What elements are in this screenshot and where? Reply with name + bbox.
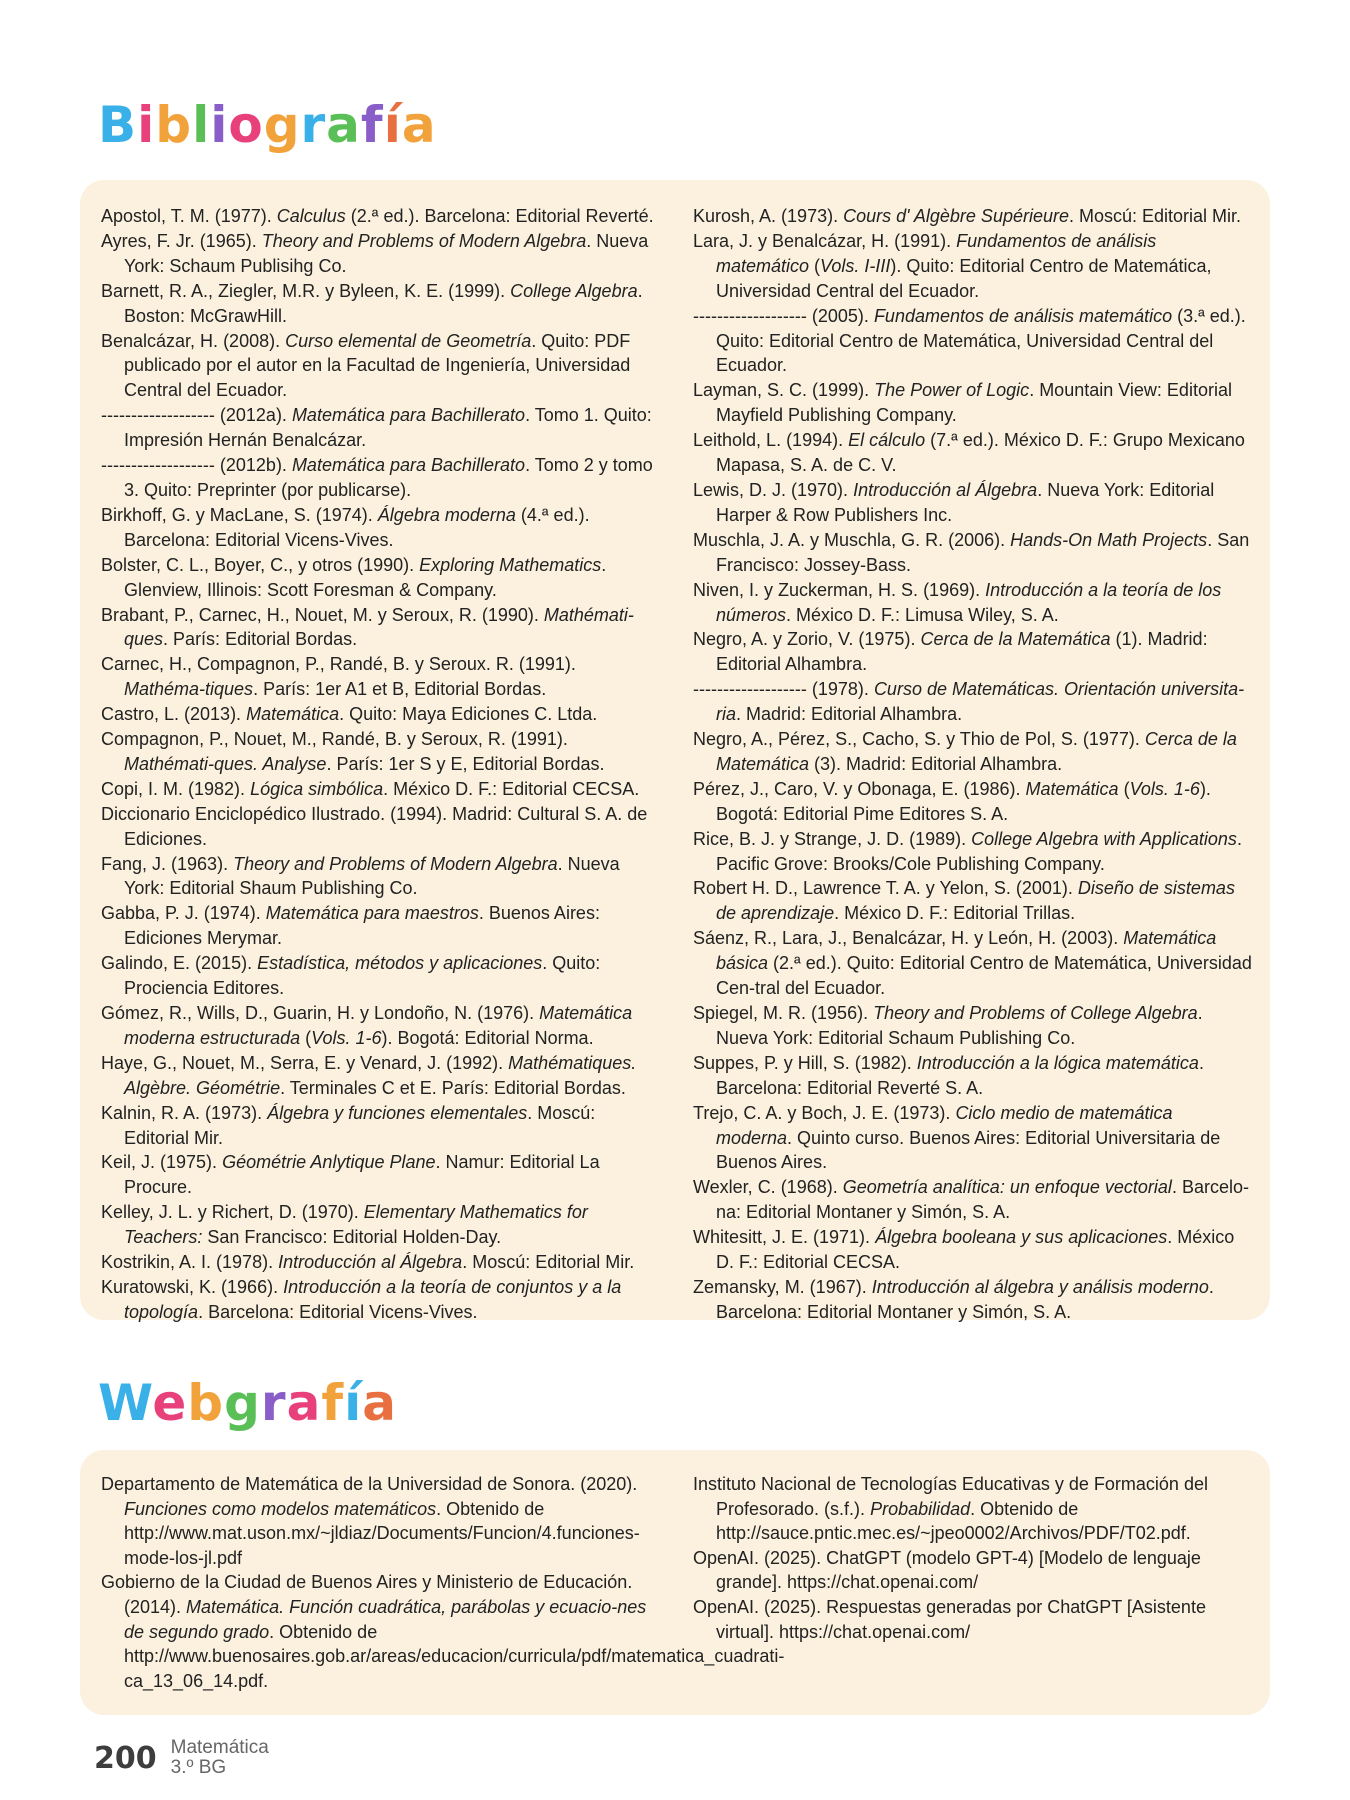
reference-entry: OpenAI. (2025). Respuestas generadas por ChatGPT [Asistente virtual]. https://chat.openai.com/: [693, 1596, 1206, 1642]
bibliography-left-column: [101, 204, 661, 1325]
reference-entry: Fang, J. (1963). Theory and Problems of Modern Algebra. Nueva York: Editorial Shaum Publishing Co.: [101, 853, 620, 899]
reference-entry: Zemansky, M. (1967). Introducción al álgebra y análisis moderno. Barcelona: Editorial Montaner y Simón, S. A.: [693, 1276, 1214, 1322]
reference-entry: Barnett, R. A., Ziegler, M.R. y Byleen, K. E. (1999). College Algebra. Boston: McGrawHill.: [101, 280, 643, 326]
page-footer: [94, 1738, 269, 1778]
reference-entry: Muschla, J. A. y Muschla, G. R. (2006). Hands-On Math Projects. San Francisco: Jossey-Bass.: [693, 529, 1250, 575]
reference-entry: Galindo, E. (2015). Estadística, métodos y aplicaciones. Quito: Prociencia Editores.: [101, 953, 601, 999]
webography-title: Webgrafía: [98, 1374, 397, 1432]
reference-entry: Carnec, H., Compagnon, P., Randé, B. y Seroux. R. (1991). Mathéma-tiques. París: 1er A1 et B, Editorial Bordas.: [101, 654, 576, 700]
reference-entry: Apostol, T. M. (1977). Calculus (2.ª ed.). Barcelona: Editorial Reverté.: [101, 206, 654, 226]
reference-entry: Gómez, R., Wills, D., Guarin, H. y Londoño, N. (1976). Matemática moderna estructurada (Vols. 1-6). Bogotá: Editorial Norma.: [101, 1003, 633, 1048]
page-number: 200: [94, 1740, 157, 1776]
reference-entry: Trejo, C. A. y Boch, J. E. (1973). Ciclo medio de matemática moderna. Quinto curso. Buenos Aires: Editorial Universitaria de Buenos Aires.: [693, 1102, 1221, 1173]
reference-entry: ------------------- (1978). Curso de Matemáticas. Orientación universita-ria. Madrid: Editorial Alhambra.: [693, 679, 1245, 725]
reference-entry: Wexler, C. (1968). Geometría analítica: un enfoque vectorial. Barcelo-na: Editorial Montaner y Simón, S. A.: [693, 1177, 1249, 1223]
reference-entry: Kuratowski, K. (1966). Introducción a la teoría de conjuntos y a la topología. Barcelona: Editorial Vicens-Vives.: [101, 1276, 622, 1322]
reference-entry: Ayres, F. Jr. (1965). Theory and Problems of Modern Algebra. Nueva York: Schaum Publisihg Co.: [101, 230, 649, 276]
reference-entry: Sáenz, R., Lara, J., Benalcázar, H. y León, H. (2003). Matemática básica (2.ª ed.). Quito: Editorial Centro de Matemática, Universidad Cen-tral del Ecuador.: [693, 928, 1252, 999]
reference-entry: Keil, J. (1975). Géométrie Anlytique Plane. Namur: Editorial La Procure.: [101, 1152, 600, 1198]
bibliography-right-column: [693, 204, 1253, 1325]
reference-entry: Kalnin, R. A. (1973). Álgebra y funciones elementales. Moscú: Editorial Mir.: [101, 1102, 596, 1148]
reference-entry: Benalcázar, H. (2008). Curso elemental de Geometría. Quito: PDF publicado por el autor en la Facultad de Ingeniería, Universidad Central del Ecuador.: [101, 330, 631, 401]
reference-entry: Gabba, P. J. (1974). Matemática para maestros. Buenos Aires: Ediciones Merymar.: [101, 903, 600, 949]
reference-entry: Kostrikin, A. I. (1978). Introducción al Álgebra. Moscú: Editorial Mir.: [101, 1252, 635, 1273]
reference-entry: Castro, L. (2013). Matemática. Quito: Maya Ediciones C. Ltda.: [101, 704, 598, 725]
reference-entry: Departamento de Matemática de la Universidad de Sonora. (2020). Funciones como modelos matemáticos. Obtenido de http://www.mat.uson.mx/~jldiaz/Documents/Funcion/4.funciones-mode-los-jl.pdf: [101, 1474, 640, 1568]
reference-entry: Instituto Nacional de Tecnologías Educativas y de Formación del Profesorado. (s.f.). Probabilidad. Obtenido de http://sauce.pntic.mec.es/~jpeo0002/Archivos/PDF/T02.pdf.: [693, 1474, 1208, 1544]
reference-entry: Niven, I. y Zuckerman, H. S. (1969). Introducción a la teoría de los números. México D. F.: Limusa Wiley, S. A.: [693, 579, 1222, 625]
reference-entry: Birkhoff, G. y MacLane, S. (1974). Álgebra moderna (4.ª ed.). Barcelona: Editorial Vicens-Vives.: [101, 504, 590, 550]
bibliography-panel: [80, 180, 1270, 1320]
reference-entry: ------------------- (2012b). Matemática para Bachillerato. Tomo 2 y tomo 3. Quito: Preprinter (por publicarse).: [101, 455, 653, 500]
reference-entry: Haye, G., Nouet, M., Serra, E. y Venard, J. (1992). Mathématiques. Algèbre. Géométrie. Terminales C et E. París: Editorial Bordas.: [101, 1052, 637, 1098]
reference-entry: Compagnon, P., Nouet, M., Randé, B. y Seroux, R. (1991). Mathémati-ques. Analyse. París: 1er S y E, Editorial Bordas.: [101, 729, 605, 774]
webography-left-column: [101, 1472, 785, 1693]
reference-entry: Whitesitt, J. E. (1971). Álgebra booleana y sus aplicaciones. México D. F.: Editorial CECSA.: [693, 1227, 1235, 1273]
reference-entry: Negro, A. y Zorio, V. (1975). Cerca de la Matemática (1). Madrid: Editorial Alhambra.: [693, 629, 1208, 675]
reference-entry: Lara, J. y Benalcázar, H. (1991). Fundamentos de análisis matemático (Vols. I-III). Quito: Editorial Centro de Matemática, Universidad Central del Ecuador.: [693, 230, 1212, 301]
reference-entry: Bolster, C. L., Boyer, C., y otros (1990). Exploring Mathematics. Glenview, Illinois: Scott Foresman & Company.: [101, 554, 607, 600]
reference-entry: Kurosh, A. (1973). Cours d' Algèbre Supérieure. Moscú: Editorial Mir.: [693, 206, 1242, 226]
reference-entry: ------------------- (2012a). Matemática para Bachillerato. Tomo 1. Quito: Impresión Hernán Benalcázar.: [101, 405, 652, 451]
reference-entry: Pérez, J., Caro, V. y Obonaga, E. (1986). Matemática (Vols. 1-6). Bogotá: Editorial Pime Editores S. A.: [693, 778, 1211, 824]
reference-entry: Robert H. D., Lawrence T. A. y Yelon, S. (2001). Diseño de sistemas de aprendizaje. México D. F.: Editorial Trillas.: [693, 878, 1235, 924]
footer-grade: 3.º BG: [170, 1757, 227, 1778]
reference-entry: Lewis, D. J. (1970). Introducción al Álgebra. Nueva York: Editorial Harper & Row Publishers Inc.: [693, 479, 1215, 525]
reference-entry: ------------------- (2005). Fundamentos de análisis matemático (3.ª ed.). Quito: Editorial Centro de Matemática, Universidad Central del Ecuador.: [693, 305, 1246, 376]
reference-entry: OpenAI. (2025). ChatGPT (modelo GPT-4) [Modelo de lenguaje grande]. https://chat.openai.com/: [693, 1547, 1201, 1593]
reference-entry: Leithold, L. (1994). El cálculo (7.ª ed.). México D. F.: Grupo Mexicano Mapasa, S. A. de C. V.: [693, 430, 1245, 476]
footer-subject: Matemática: [170, 1737, 269, 1758]
webography-right-column: [693, 1472, 1253, 1644]
reference-entry: Suppes, P. y Hill, S. (1982). Introducción a la lógica matemática. Barcelona: Editorial Reverté S. A.: [693, 1052, 1204, 1098]
reference-entry: Copi, I. M. (1982). Lógica simbólica. México D. F.: Editorial CECSA.: [101, 778, 640, 799]
reference-entry: Layman, S. C. (1999). The Power of Logic. Mountain View: Editorial Mayfield Publishing Company.: [693, 380, 1232, 426]
reference-entry: Diccionario Enciclopédico Ilustrado. (1994). Madrid: Cultural S. A. de Ediciones.: [101, 803, 648, 849]
reference-entry: Brabant, P., Carnec, H., Nouet, M. y Seroux, R. (1990). Mathémati-ques. París: Editorial Bordas.: [101, 604, 634, 650]
reference-entry: Negro, A., Pérez, S., Cacho, S. y Thio de Pol, S. (1977). Cerca de la Matemática (3). Madrid: Editorial Alhambra.: [693, 729, 1237, 774]
bibliography-title: Bibliografía: [98, 96, 437, 154]
reference-entry: Rice, B. J. y Strange, J. D. (1989). College Algebra with Applications. Pacific Grove: Brooks/Cole Publishing Company.: [693, 828, 1242, 874]
reference-entry: Gobierno de la Ciudad de Buenos Aires y Ministerio de Educación. (2014). Matemática. Función cuadrática, parábolas y ecuacio-nes de segundo grado. Obtenido de http://www.buenosaires.gob.ar/areas/educacion/curricula/pdf/matematica_cuadrati-ca_13_06_14.pdf.: [101, 1572, 785, 1691]
webography-panel: [80, 1450, 1270, 1715]
reference-entry: Kelley, J. L. y Richert, D. (1970). Elementary Mathematics for Teachers: San Francisco: Editorial Holden-Day.: [101, 1202, 588, 1248]
footer-book-info: [171, 1738, 269, 1778]
reference-entry: Spiegel, M. R. (1956). Theory and Problems of College Algebra. Nueva York: Editorial Schaum Publishing Co.: [693, 1003, 1203, 1048]
